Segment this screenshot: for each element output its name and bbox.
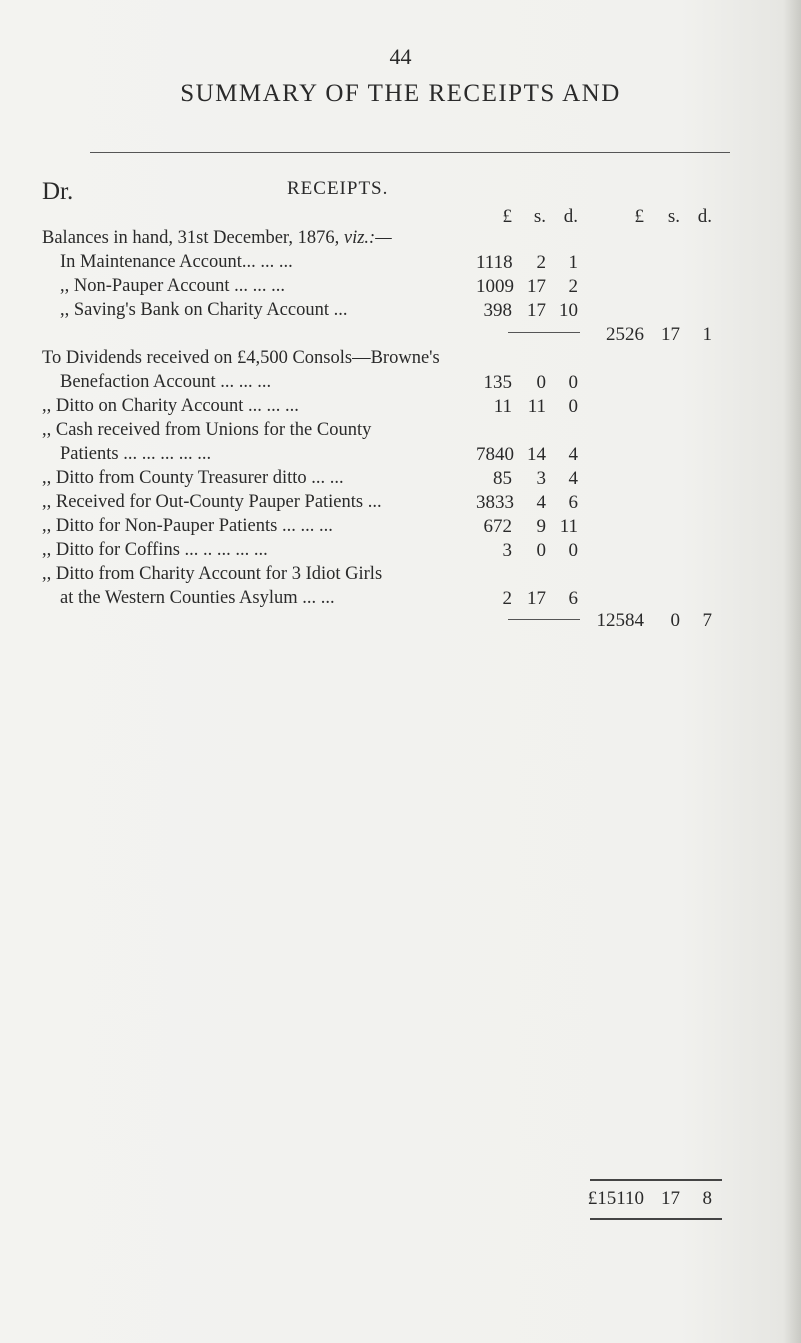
receipts-subtotal-shillings: 0: [670, 610, 680, 631]
receipt-item-pence: 6: [568, 588, 578, 609]
receipt-item-pounds: 7840: [476, 444, 514, 465]
receipt-item-pounds: 11: [493, 396, 512, 417]
balance-item-label: ,, Non-Pauper Account ... ... ...: [60, 276, 286, 296]
grand-total-shillings: 17: [661, 1188, 680, 1209]
receipt-item-pounds: 2: [502, 588, 512, 609]
balance-item-pounds: 398: [483, 300, 512, 321]
heading-rule: [90, 152, 730, 153]
receipts-subtotal-pence: 7: [702, 610, 712, 631]
grand-total-pounds: £15110: [587, 1188, 644, 1209]
balance-item-label: ,, Saving's Bank on Charity Account ...: [60, 300, 348, 320]
receipt-item-pence: 11: [559, 516, 578, 537]
balances-heading: [42, 228, 392, 249]
balances-subtotal-pounds: 2526: [606, 324, 644, 345]
balances-subtotal-shillings: 17: [661, 324, 680, 345]
balance-item-pence: 10: [559, 300, 578, 321]
header-pence: d.: [563, 206, 578, 227]
receipt-item-label: ,, Ditto for Coffins ... .. ... ... ...: [42, 540, 268, 560]
receipt-item-pence: 0: [568, 372, 578, 393]
grand-total-pence: 8: [702, 1188, 712, 1209]
subtotal-rule: [508, 332, 580, 333]
page-edge-shadow: [783, 0, 801, 1343]
receipt-item-shillings: 17: [527, 588, 546, 609]
receipt-item-pence: 4: [568, 468, 578, 489]
receipt-item-pence: 0: [568, 540, 578, 561]
receipt-item-label: ,, Received for Out-County Pauper Patients ...: [42, 492, 382, 512]
receipt-item-shillings: 0: [536, 372, 546, 393]
receipt-item-shillings: 0: [536, 540, 546, 561]
receipt-item-label: ,, Ditto from County Treasurer ditto ... ...: [42, 468, 344, 488]
balances-subtotal-pence: 1: [702, 324, 712, 345]
receipts-subtotal-pounds: 12584: [596, 610, 644, 631]
receipt-item-shillings: 4: [536, 492, 546, 513]
receipt-item-label: To Dividends received on £4,500 Consols—Browne's: [42, 348, 440, 368]
receipt-item-label: ,, Cash received from Unions for the County: [42, 420, 372, 440]
balance-item-pence: 2: [568, 276, 578, 297]
receipt-item-shillings: 3: [536, 468, 546, 489]
header-total-pence: d.: [697, 206, 712, 227]
balance-item-pounds: 1118: [476, 252, 513, 273]
balance-item-shillings: 17: [527, 276, 546, 297]
balance-item-pounds: 1009: [476, 276, 514, 297]
grand-total-rule-bottom: [590, 1218, 722, 1220]
receipt-item-label-cont: Patients ... ... ... ... ...: [60, 444, 212, 464]
header-total-pounds: £: [634, 206, 644, 227]
subtotal-rule: [508, 619, 580, 620]
receipt-item-label: ,, Ditto on Charity Account ... ... ...: [42, 396, 299, 416]
receipt-item-shillings: 11: [527, 396, 546, 417]
receipt-item-label-cont: at the Western Counties Asylum ... ...: [60, 588, 335, 608]
receipt-item-pounds: 3833: [476, 492, 514, 513]
receipt-item-pence: 4: [568, 444, 578, 465]
header-shillings: s.: [533, 206, 546, 227]
section-title: RECEIPTS.: [287, 178, 389, 199]
balance-item-shillings: 17: [527, 300, 546, 321]
balances-heading-viz: viz.:—: [343, 228, 392, 248]
page-heading: SUMMARY OF THE RECEIPTS AND: [180, 80, 621, 107]
receipt-item-pounds: 672: [483, 516, 512, 537]
receipt-item-pounds: 135: [483, 372, 512, 393]
grand-total-rule-top: [590, 1179, 722, 1181]
receipt-item-shillings: 9: [536, 516, 546, 537]
balance-item-shillings: 2: [536, 252, 546, 273]
receipt-item-pence: 6: [568, 492, 578, 513]
receipt-item-label: ,, Ditto for Non-Pauper Patients ... ... ...: [42, 516, 333, 536]
receipt-item-pence: 0: [568, 396, 578, 417]
balance-item-pence: 1: [568, 252, 578, 273]
receipt-item-pounds: 85: [493, 468, 512, 489]
header-pounds: £: [502, 206, 512, 227]
receipt-item-pounds: 3: [502, 540, 512, 561]
balance-item-label: In Maintenance Account... ... ...: [60, 252, 293, 272]
receipt-item-label: ,, Ditto from Charity Account for 3 Idiot Girls: [42, 564, 383, 584]
side-label: Dr.: [42, 178, 74, 205]
balances-heading-main: Balances in hand, 31st December, 1876,: [42, 228, 340, 248]
receipt-item-shillings: 14: [527, 444, 546, 465]
receipt-item-label-cont: Benefaction Account ... ... ...: [60, 372, 272, 392]
header-total-shillings: s.: [667, 206, 680, 227]
page-number: 44: [389, 44, 412, 69]
